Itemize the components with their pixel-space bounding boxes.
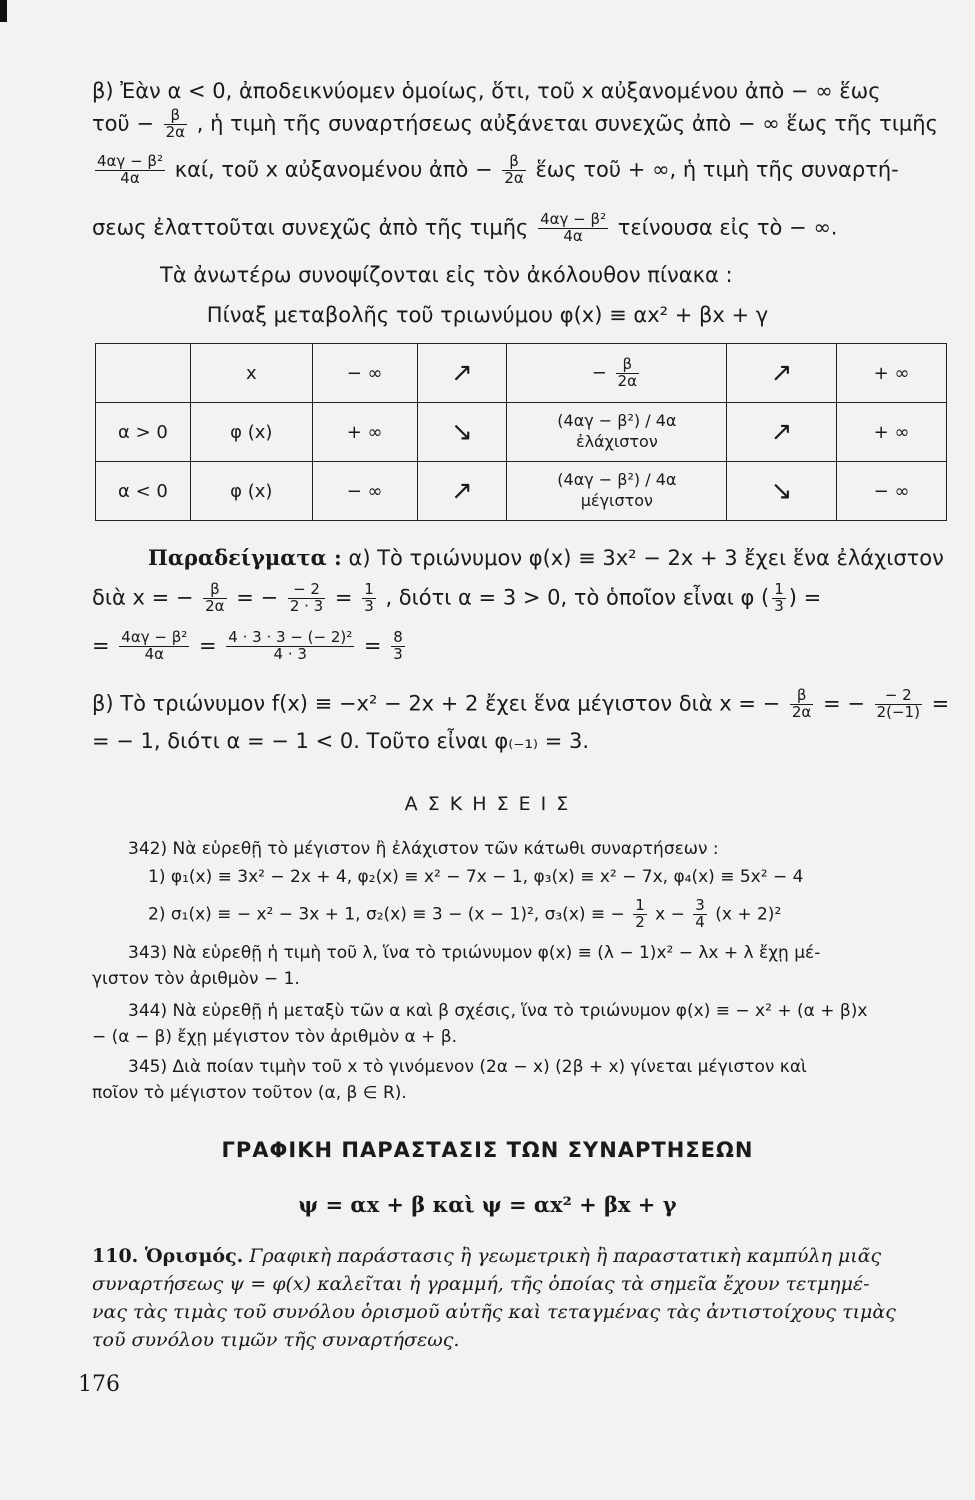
text: , ἡ τιμὴ τῆς συναρτήσεως αὐξάνεται συνεχῶς ἀπὸ − ∞ ἕως τῆς τιμῆς bbox=[196, 111, 938, 136]
para-b-line2 bbox=[92, 108, 962, 141]
fraction bbox=[772, 582, 786, 615]
fraction bbox=[288, 582, 325, 615]
text: x − bbox=[655, 904, 685, 925]
fraction bbox=[633, 898, 647, 931]
denominator: 3 bbox=[774, 596, 784, 615]
text: 343) Νὰ εὑρεθῇ ἡ τιμὴ τοῦ λ, ἵνα τὸ τριώνυμον φ(x) ≡ (λ − 1)x² − λx + λ ἔχῃ μέ- bbox=[128, 943, 821, 963]
text: − (α − β) ἔχῃ μέγιστον τὸν ἀριθμὸν α + β. bbox=[92, 1027, 458, 1047]
numerator: 4αγ − β² bbox=[540, 210, 607, 228]
text: Πίναξ μεταβολῆς τοῦ τριωνύμου φ(x) ≡ αx² + βx + γ bbox=[206, 303, 769, 327]
denominator: 4α bbox=[120, 168, 140, 187]
numerator: − 2 bbox=[288, 582, 325, 599]
text: καί, τοῦ x αὐξανομένου ἀπὸ − bbox=[174, 157, 493, 182]
section-subheading: ψ = αx + β καὶ ψ = αx² + βx + γ bbox=[298, 1192, 677, 1217]
numerator: 4αγ − β² bbox=[121, 628, 188, 646]
fraction bbox=[203, 582, 226, 615]
arrow-up-icon: ↗ bbox=[727, 403, 837, 462]
table-cell: φ (x) bbox=[190, 403, 312, 462]
definition-line1 bbox=[92, 1242, 962, 1270]
text: β) Τὸ τριώνυμον f(x) ≡ −x² − 2x + 2 ἔχει ἕνα μέγιστον διὰ x = − bbox=[92, 691, 781, 716]
text: α) Τὸ τριώνυμον φ(x) ≡ 3x² − 2x + 3 ἔχει ἕνα ἐλάχιστον bbox=[348, 546, 944, 570]
text: τοῦ − bbox=[92, 111, 154, 136]
numerator: 8 bbox=[393, 628, 403, 646]
numerator: 4 · 3 · 3 − (− 2)² bbox=[228, 628, 353, 646]
text: τείνουσα εἰς τὸ − ∞. bbox=[617, 215, 838, 240]
text: Τὰ ἀνωτέρω συνοψίζονται εἰς τὸν ἀκόλουθον πίνακα : bbox=[160, 263, 733, 287]
denominator: 3 bbox=[364, 596, 374, 615]
definition-line4: τοῦ συνόλου τιμῶν τῆς συναρτήσεως. bbox=[92, 1329, 460, 1351]
text: 344) Νὰ εὑρεθῇ ἡ μεταξὺ τῶν α καὶ β σχέσις, ἵνα τὸ τριώνυμον φ(x) ≡ − x² + (α + β)x bbox=[128, 1001, 868, 1021]
text: = bbox=[92, 633, 110, 658]
table-cell: α > 0 bbox=[96, 403, 191, 462]
denominator: 2α bbox=[617, 371, 637, 390]
fraction bbox=[693, 898, 707, 931]
denominator: 4α bbox=[563, 226, 583, 245]
denominator: 2(−1) bbox=[876, 702, 920, 721]
definition-line2: συναρτήσεως ψ = φ(x) καλεῖται ἡ γραμμή, τῆς ὁποίας τὰ σημεῖα ἔχουν τετμημέ- bbox=[92, 1273, 870, 1295]
text: γιστον τὸν ἀριθμὸν − 1. bbox=[92, 969, 300, 989]
numerator: β bbox=[502, 154, 525, 171]
variation-table bbox=[95, 343, 947, 521]
numerator: β bbox=[790, 688, 813, 705]
para-b-line1 bbox=[92, 78, 962, 104]
numerator: 1 bbox=[635, 896, 645, 914]
table-cell: φ (x) bbox=[190, 462, 312, 521]
exercise-343 bbox=[92, 942, 962, 964]
arrow-up-icon: ↗ bbox=[417, 462, 507, 521]
text: = bbox=[931, 691, 950, 716]
page-number: 176 bbox=[78, 1372, 120, 1397]
section-heading: ΓΡΑΦΙΚΗ ΠΑΡΑΣΤΑΣΙΣ ΤΩΝ ΣΥΝΑΡΤΗΣΕΩΝ bbox=[221, 1138, 754, 1162]
extremum-label: μέγιστον bbox=[580, 491, 653, 510]
denominator: 2α bbox=[205, 596, 225, 615]
examples-line4 bbox=[92, 688, 962, 721]
definition-line3: νας τὰς τιμὰς τοῦ συνόλου ὁρισμοῦ αὐτῆς καὶ τεταγμένας τὰς ἀντιστοίχους τιμὰς bbox=[92, 1301, 896, 1323]
table-cell: x bbox=[190, 344, 312, 403]
text: Γραφικὴ παράστασις ἢ γεωμετρικὴ ἢ παραστατικὴ καμπύλη μιᾶς bbox=[249, 1245, 882, 1267]
text: ποῖον τὸ μέγιστον τοῦτον (α, β ∈ R). bbox=[92, 1083, 407, 1103]
numerator: β bbox=[203, 582, 226, 599]
extremum-value: (4αγ − β²) / 4α bbox=[557, 411, 677, 431]
examples-line2: διὰ x = − $\frac{\beta}{2\alpha}$ = − $\frac{- 2}{2 \cdot 3}$ = $\frac{1}{3}$ , διότι α = 3 > 0, τὸ ὁποῖον εἶναι φ ( $\frac{1}{3}$ ) = bbox=[92, 580, 822, 615]
arrow-up-icon: ↗ bbox=[417, 344, 507, 403]
definition-label: 110. Ὁρισμός. bbox=[92, 1245, 244, 1267]
text: (x + 2)² bbox=[715, 904, 782, 925]
text: ἕως τοῦ + ∞, ἡ τιμὴ τῆς συναρτή- bbox=[535, 157, 899, 182]
scan-edge-mark bbox=[0, 0, 7, 22]
fraction bbox=[616, 354, 639, 390]
table-row bbox=[96, 344, 947, 403]
text: 342) Νὰ εὑρεθῇ τὸ μέγιστον ἢ ἐλάχιστον τῶν κάτωθι συναρτήσεων : bbox=[128, 839, 719, 859]
fraction bbox=[790, 688, 813, 721]
table-cell: α < 0 bbox=[96, 462, 191, 521]
numerator: 4αγ − β² bbox=[97, 152, 163, 170]
exercise-344 bbox=[92, 1000, 962, 1022]
denominator: 4 · 3 bbox=[273, 644, 307, 663]
arrow-down-icon: ↘ bbox=[727, 462, 837, 521]
numerator: β bbox=[164, 108, 187, 125]
fraction bbox=[119, 630, 189, 663]
text: σεως ἐλαττοῦται συνεχῶς ἀπὸ τῆς τιμῆς bbox=[92, 215, 529, 240]
text: = bbox=[334, 585, 353, 610]
arrow-up-icon: ↗ bbox=[727, 344, 837, 403]
denominator: 2α bbox=[504, 168, 524, 187]
fraction bbox=[95, 154, 165, 187]
denominator: 3 bbox=[393, 644, 403, 663]
table-cell bbox=[507, 403, 727, 462]
table-cell: − ∞ bbox=[837, 462, 947, 521]
table-title bbox=[0, 302, 975, 328]
table-cell: + ∞ bbox=[312, 403, 417, 462]
text: β) Ἐὰν α < 0, ἀποδεικνύομεν ὁμοίως, ὅτι, τοῦ x αὐξανομένου ἀπὸ − ∞ ἕως bbox=[92, 79, 881, 103]
fraction bbox=[502, 154, 525, 187]
fraction bbox=[875, 688, 922, 721]
numerator: 1 bbox=[774, 580, 784, 598]
table-cell: + ∞ bbox=[837, 403, 947, 462]
text: , διότι α = 3 > 0, τὸ ὁποῖον εἶναι φ bbox=[385, 585, 755, 610]
denominator: 2α bbox=[165, 122, 186, 141]
examples-line5 bbox=[92, 728, 962, 754]
exercise-342-1 bbox=[92, 866, 962, 888]
exercise-345 bbox=[92, 1056, 962, 1078]
exercise-345-cont bbox=[92, 1082, 962, 1104]
table-cell bbox=[96, 344, 191, 403]
table-row bbox=[96, 462, 947, 521]
text: = − 1, διότι α = − 1 < 0. Τοῦτο εἶναι φ₍₋₁₎ = 3. bbox=[92, 729, 590, 753]
text: 2) σ₁(x) ≡ − x² − 3x + 1, σ₂(x) ≡ 3 − (x − 1)², σ₃(x) ≡ − bbox=[148, 904, 625, 925]
fraction bbox=[538, 212, 608, 245]
numerator: − 2 bbox=[875, 688, 922, 705]
text: = − bbox=[236, 585, 279, 610]
examples-title: Παραδείγματα : bbox=[148, 545, 342, 570]
numerator: β bbox=[616, 357, 639, 374]
exercise-344-cont bbox=[92, 1026, 962, 1048]
exercise-342-2 bbox=[92, 898, 962, 931]
extremum-label: ἐλάχιστον bbox=[575, 432, 658, 451]
table-cell: − ∞ bbox=[312, 462, 417, 521]
denominator: 4 bbox=[695, 912, 705, 931]
exercise-343-cont bbox=[92, 968, 962, 990]
para-b-line4 bbox=[92, 212, 962, 245]
para-b-line3 bbox=[92, 154, 962, 187]
fraction bbox=[164, 108, 187, 141]
numerator: 1 bbox=[364, 580, 374, 598]
table-row bbox=[96, 403, 947, 462]
text: = bbox=[803, 585, 822, 610]
text: = bbox=[198, 633, 217, 658]
fraction bbox=[391, 630, 405, 663]
examples-line1 bbox=[92, 545, 962, 571]
fraction bbox=[362, 582, 376, 615]
arrow-down-icon: ↘ bbox=[417, 403, 507, 462]
extremum-value: (4αγ − β²) / 4α bbox=[557, 470, 677, 490]
table-cell bbox=[507, 462, 727, 521]
table-cell: − ∞ bbox=[312, 344, 417, 403]
definition-block bbox=[92, 1242, 962, 1354]
denominator: 2 · 3 bbox=[289, 596, 324, 615]
denominator: 2α bbox=[791, 702, 812, 721]
text: = − bbox=[823, 691, 865, 716]
exercise-342 bbox=[92, 838, 962, 860]
para-b-line5 bbox=[92, 262, 960, 288]
examples-line3 bbox=[92, 630, 962, 663]
fraction bbox=[226, 630, 354, 663]
denominator: 2 bbox=[635, 912, 645, 931]
text: = bbox=[363, 633, 382, 658]
exercises-title: Α Σ Κ Η Σ Ε Ι Σ bbox=[404, 793, 571, 815]
table-cell bbox=[507, 344, 727, 403]
text: 345) Διὰ ποίαν τιμὴν τοῦ x τὸ γινόμενον (2α − x) (2β + x) γίνεται μέγιστον καὶ bbox=[128, 1057, 807, 1077]
denominator: 4α bbox=[144, 644, 165, 663]
numerator: 3 bbox=[695, 896, 705, 914]
text: διὰ x = − bbox=[92, 585, 194, 610]
table-cell: + ∞ bbox=[837, 344, 947, 403]
text: 1) φ₁(x) ≡ 3x² − 2x + 4, φ₂(x) ≡ x² − 7x − 1, φ₃(x) ≡ x² − 7x, φ₄(x) ≡ 5x² − 4 bbox=[148, 867, 804, 887]
minus-sign: − bbox=[591, 362, 607, 383]
